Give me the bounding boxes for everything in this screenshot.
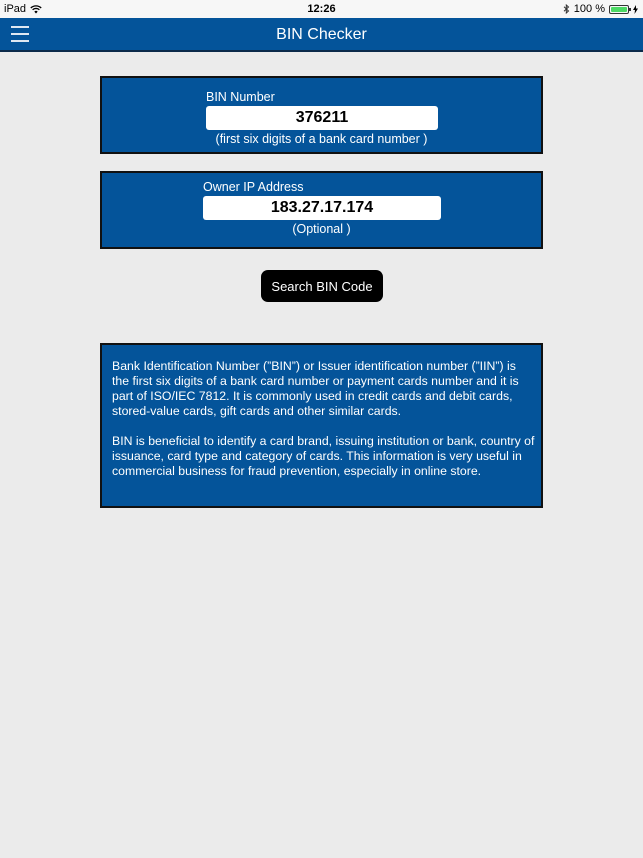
- info-text: [112, 359, 536, 494]
- charging-bolt-icon: [633, 5, 638, 14]
- bin-number-hint: (first six digits of a bank card number ): [215, 132, 428, 146]
- status-bar: [0, 0, 643, 18]
- bin-number-label: BIN Number: [206, 90, 275, 104]
- owner-ip-hint: (Optional ): [292, 222, 351, 236]
- info-panel: [100, 343, 543, 508]
- owner-ip-input[interactable]: [203, 196, 441, 220]
- bluetooth-icon: [563, 4, 570, 14]
- battery-percent: 100 %: [573, 3, 605, 15]
- owner-ip-label: Owner IP Address: [203, 180, 304, 194]
- battery-icon: [609, 5, 629, 14]
- navigation-bar: [0, 18, 643, 52]
- page-title: BIN Checker: [276, 26, 367, 43]
- device-name: iPad: [4, 3, 27, 15]
- status-right: [563, 3, 638, 15]
- bin-number-input[interactable]: [206, 106, 438, 130]
- search-bin-button[interactable]: Search BIN Code: [261, 270, 383, 302]
- owner-ip-panel: [100, 171, 543, 249]
- status-time: 12:26: [307, 3, 336, 15]
- info-paragraph-1: Bank Identification Number (”BIN”) or Issuer identification number (”IIN”) is the first six digits of a bank card number or payment cards number and it is part of ISO/IEC 7812. It is commonly used in credit cards and debit cards, stored-value cards, gift cards and other similar cards.: [112, 359, 519, 418]
- bin-number-panel: [100, 76, 543, 154]
- info-paragraph-2: BIN is beneficial to identify a card brand, issuing institution or bank, country of issuance, card type and category of cards. This information is very useful in commercial business for fraud prevention, especially in online store.: [112, 434, 535, 478]
